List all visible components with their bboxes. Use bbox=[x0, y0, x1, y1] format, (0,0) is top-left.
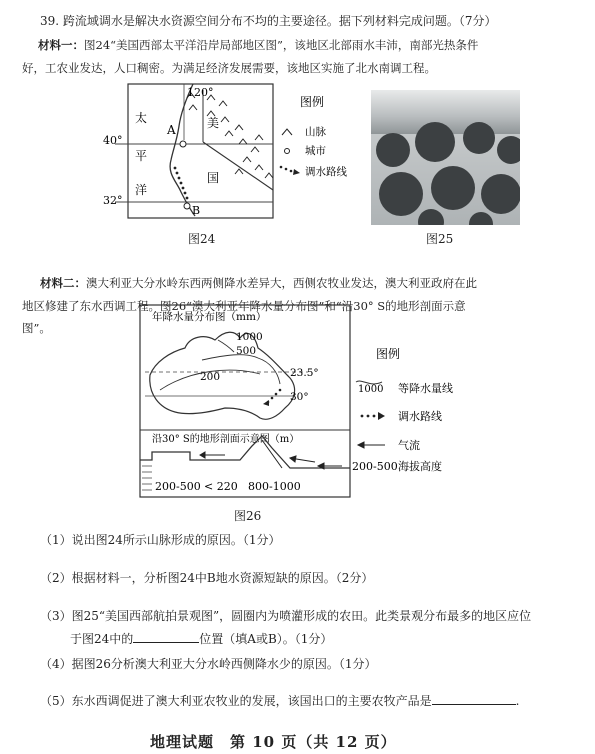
legend-route-label: 调水路线 bbox=[398, 410, 442, 423]
question-stem: 跨流域调水是解决水资源空间分布不均的主要途径。据下列材料完成问题。（7分） bbox=[62, 14, 497, 28]
question-3: （3）图25“美国西部航拍景观图”，圆圈内为喷灌形成的农田。此类景观分布最多的地区应位 bbox=[40, 609, 532, 623]
lat-30-label: 30° bbox=[290, 391, 309, 403]
ocean-char-1: 太 bbox=[135, 111, 148, 125]
legend-city-icon bbox=[285, 149, 290, 154]
question-3-cont bbox=[70, 630, 332, 647]
fig24-lon-label: 120° bbox=[187, 86, 214, 99]
city-b-icon bbox=[184, 203, 190, 209]
fig24-map bbox=[95, 82, 395, 230]
country-char-2: 国 bbox=[207, 171, 220, 185]
material2-line3: 图”。 bbox=[22, 321, 51, 335]
question-number: 39. bbox=[40, 14, 60, 28]
height-west: 200-500 bbox=[155, 480, 201, 493]
isoline-200-label: 200 bbox=[200, 371, 221, 383]
fig26-map-title: 年降水量分布图（mm） bbox=[152, 311, 267, 323]
material1-line2: 好，工农业发达，人口稠密。为满足经济发展需要，该地区实施了北水南调工程。 bbox=[22, 61, 436, 75]
material2-line2: 地区修建了东水西调工程。图26“澳大利亚年降水量分布图”和“沿30° S的地形剖面示意 bbox=[22, 299, 466, 313]
material2-line1 bbox=[40, 275, 477, 291]
question-3-suffix: 位置（填A或B）。（1分） bbox=[199, 632, 333, 646]
city-a-icon bbox=[180, 141, 186, 147]
height-middle: < 220 bbox=[204, 480, 238, 493]
point-b-label: B bbox=[192, 204, 201, 217]
question-5: （5）东水西调促进了澳大利亚农牧业的发展，该国出口的主要农牧产品是 bbox=[40, 694, 432, 708]
material1-line1 bbox=[38, 37, 478, 53]
isoline-500-label: 500 bbox=[236, 345, 257, 357]
fig24-legend-mountain: 山脉 bbox=[305, 126, 326, 138]
isoline-1000-label: 1000 bbox=[236, 331, 263, 343]
question-2: （2）根据材料一，分析图24中B地水资源短缺的原因。（2分） bbox=[40, 571, 374, 585]
question-5-line: （5）东水西调促进了澳大利亚农牧业的发展，该国出口的主要农牧产品是 . bbox=[40, 694, 520, 708]
fig24-legend-city: 城市 bbox=[305, 145, 326, 157]
ocean-char-2: 平 bbox=[135, 149, 148, 163]
material1-text1: 图24“美国西部太平洋沿岸局部地区图”，该地区北部雨水丰沛，南部光热条件 bbox=[84, 38, 479, 52]
legend-iso-label: 等降水量线 bbox=[398, 382, 453, 395]
material2-text1: 澳大利亚大分水岭东西两侧降水差异大，西侧农牧业发达，澳大利亚政府在此 bbox=[86, 276, 477, 290]
legend-alt-label: 海拔高度 bbox=[398, 460, 442, 473]
fig26-figure bbox=[130, 300, 480, 505]
question-1: （1）说出图24所示山脉形成的原因。（1分） bbox=[40, 533, 281, 547]
question-stem-line bbox=[40, 12, 497, 29]
legend-route-icon bbox=[280, 166, 300, 175]
point-a-label: A bbox=[167, 123, 176, 137]
answer-blank-3[interactable] bbox=[133, 630, 199, 643]
page-footer: 地理试题 第 10 页（共 12 页） bbox=[150, 733, 397, 751]
fig26-legend-title: 图例 bbox=[376, 347, 401, 361]
material2-label: 材料二： bbox=[40, 276, 86, 290]
legend-air-label: 气流 bbox=[398, 439, 420, 452]
lat-23-label: 23.5° bbox=[290, 367, 319, 379]
material1-label: 材料一： bbox=[38, 38, 84, 52]
fig26-profile-title: 沿30° S的地形剖面示意图（m） bbox=[152, 434, 300, 445]
legend-mountain-icon bbox=[282, 129, 292, 135]
legend-route-icon-26 bbox=[361, 412, 385, 420]
legend-iso-num: 1000 bbox=[358, 384, 384, 395]
question-4: （4）据图26分析澳大利亚大分水岭西侧降水少的原因。（1分） bbox=[40, 657, 377, 671]
fig26-caption: 图26 bbox=[234, 509, 262, 523]
fig25-aerial-photo bbox=[371, 90, 520, 225]
ocean-char-3: 洋 bbox=[135, 183, 148, 197]
fig25-caption: 图25 bbox=[426, 232, 454, 246]
fig24-legend-route: 调水路线 bbox=[305, 166, 347, 178]
legend-alt-num: 200-500 bbox=[352, 460, 398, 473]
fig24-legend-title: 图例 bbox=[300, 95, 325, 109]
fig24-lat-top: 40° bbox=[103, 134, 123, 147]
answer-blank-5[interactable] bbox=[432, 692, 516, 705]
country-char-1: 美 bbox=[207, 116, 220, 130]
fig24-lat-bottom: 32° bbox=[103, 194, 123, 207]
legend-air-icon bbox=[358, 442, 385, 448]
australia-outline bbox=[150, 332, 295, 419]
question-3-prefix: 于图24中的 bbox=[70, 632, 134, 646]
fig24-caption: 图24 bbox=[188, 232, 216, 246]
height-east: 800-1000 bbox=[248, 480, 301, 493]
mountain-icons bbox=[187, 93, 273, 178]
